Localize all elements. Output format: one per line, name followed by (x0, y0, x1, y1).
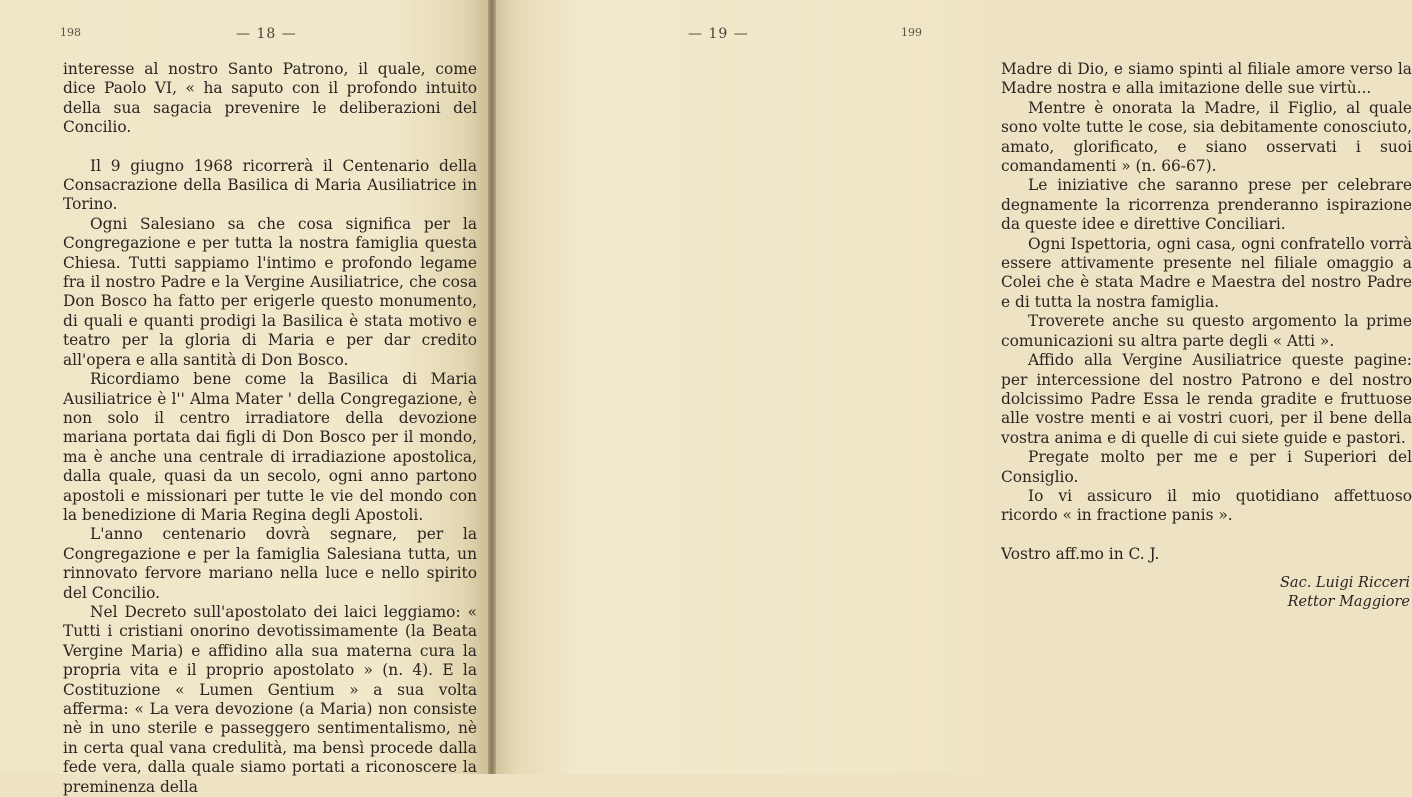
paragraph: interesse al nostro Santo Patrono, il quale, come dice Paolo VI, « ha saputo con il profondo intuito della sua sagacia prevenire le deliberazioni del Concilio. (63, 60, 477, 137)
body-text (1001, 60, 1412, 612)
left-page (0, 0, 492, 796)
right-page (492, 0, 1412, 774)
page-header: — 19 — (688, 26, 749, 42)
paragraph: Pregate molto per me e per i Superiori del Consiglio. (1001, 448, 1412, 486)
paragraph: Ogni Ispettoria, ogni casa, ogni confratello vorrà essere attivamente presente nel filiale omaggio a Colei che è stata Madre e Maestra del nostro Padre e di tutta la nostra famiglia. (1001, 234, 1412, 311)
book-gutter (488, 0, 496, 774)
paragraph: Troverete anche su questo argomento la prime comunicazioni su altra parte degli « Atti ». (1001, 312, 1412, 350)
paragraph: Affido alla Vergine Ausiliatrice queste pagine: per intercessione del nostro Patrono e del nostro dolcissimo Padre Essa le renda gradite e fruttuose alle vostre menti e ai vostri cuori, per il bene della vostra anima e di quelle di cui siete guide e pastori. (1001, 351, 1412, 447)
paragraph: Il 9 giugno 1968 ricorrerà il Centenario della Consacrazione della Basilica di Maria Ausiliatrice in Torino. (63, 156, 477, 214)
paragraph: Ricordiamo bene come la Basilica di Maria Ausiliatrice è l'' Alma Mater ' della Congregazione, è non solo il centro irradiatore della devozione mariana portata dai figli di Don Bosco per il mondo, ma è anche una centrale di irradiazione apostolica, dalla quale, quasi da un secolo, ogni anno partono apostoli e missionari per tutte le vie del mondo con la benedizione di Maria Regina degli Apostoli. (63, 370, 477, 524)
paragraph: Ogni Salesiano sa che cosa significa per la Congregazione e per tutta la nostra famiglia questa Chiesa. Tutti sappiamo l'intimo e profondo legame fra il nostro Padre e la Vergine Ausiliatrice, che cosa Don Bosco ha fatto per erigerle questo monumento, di quali e quanti prodigi la Basilica è stata motivo e teatro per la gloria di Maria e per dar credito all'opera e alla santità di Don Bosco. (63, 214, 477, 369)
page-number: 199 (901, 26, 922, 39)
paragraph: Io vi assicuro il mio quotidiano affettuoso ricordo « in fractione panis ». (1001, 486, 1412, 525)
closing-salutation: Vostro aff.mo in C. J. (1001, 544, 1160, 563)
paragraph: L'anno centenario dovrà segnare, per la Congregazione e per la famiglia Salesiana tutta, un rinnovato fervore mariano nella luce e nello spirito del Concilio. (63, 525, 477, 602)
paragraph: Madre di Dio, e siamo spinti al filiale amore verso la Madre nostra e alla imitazione delle sue virtù... (1001, 60, 1412, 98)
page-header: — 18 — (236, 26, 297, 42)
body-text (63, 60, 477, 797)
paragraph: Le iniziative che saranno prese per celebrare degnamente la ricorrenza prenderanno ispirazione da queste idee e direttive Conciliari. (1001, 176, 1412, 234)
signature-title: Rettor Maggiore (1287, 594, 1410, 611)
signature-name: Sac. Luigi Ricceri (1280, 575, 1410, 592)
page-number: 198 (60, 26, 81, 39)
paragraph: Nel Decreto sull'apostolato dei laici leggiamo: « Tutti i cristiani onorino devotissimamente (la Beata Vergine Maria) e affidino alla sua materna cura la propria vita e il proprio apostolato » (n. 4). E la Costituzione « Lumen Gentium » a sua volta afferma: « La vera devozione (a Maria) non consiste nè in uno sterile e passeggero sentimentalismo, nè in certa qual vana credulità, ma bensì procede dalla fede vera, dalla quale siamo portati a riconoscere la preminenza della (63, 602, 477, 796)
paragraph: Mentre è onorata la Madre, il Figlio, al quale sono volte tutte le cose, sia debitamente conosciuto, amato, glorificato, e siano osservati i suoi comandamenti » (n. 66-67). (1001, 98, 1412, 176)
